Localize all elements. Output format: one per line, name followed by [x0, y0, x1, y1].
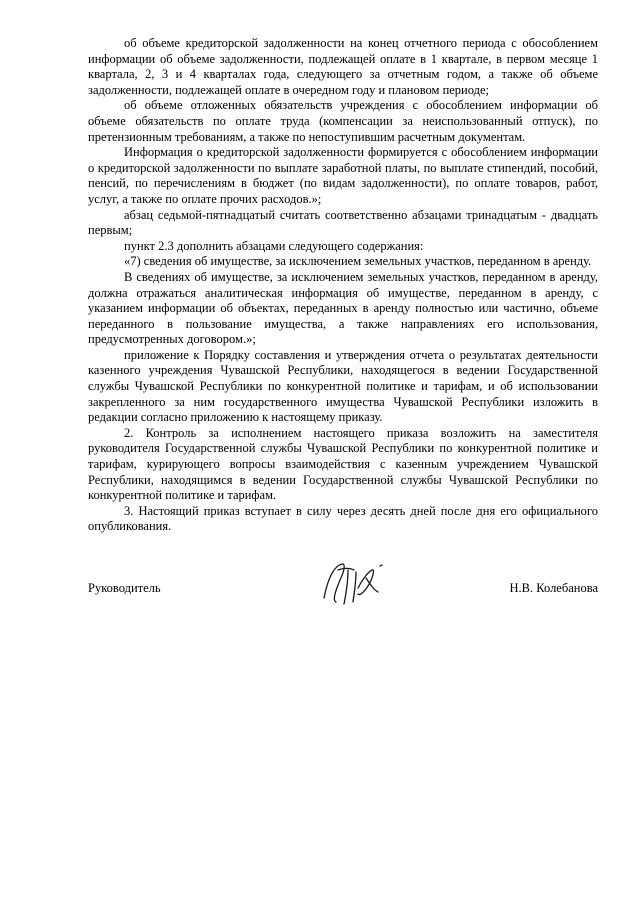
paragraph: пункт 2.3 дополнить абзацами следующего содержания: — [124, 238, 424, 253]
paragraph: «7) сведения об имуществе, за исключением земельных участков, переданном в аренду. — [124, 254, 592, 269]
paragraph: 2. Контроль за исполнением настоящего приказа возложить на заместителя руководителя Государственной службы Чувашской Республики по конкурентной политике и тарифам, курирующего вопросы взаимодействия с казенным учреждением Чувашской Республики, находящимся в ведении Государственной службы Чувашской Республики по конкурентной политике и тарифам. — [88, 425, 598, 503]
paragraph: Информация о кредиторской задолженности формируется с обособлением информации о кредиторской задолженности по выплате заработной платы, по выплате стипендий, пособий, пенсий, по перечислениям в бюджет (по видам задолженности), по оплате товаров, работ, услуг, а также по оплате прочих расходов.»; — [88, 145, 598, 206]
signature-block — [88, 558, 598, 618]
signatory-title: Руководитель — [88, 581, 161, 595]
paragraph: В сведениях об имуществе, за исключением земельных участков, переданном в аренду, должна отражаться аналитическая информация об имуществе, переданном в аренду, с указанием информации об объектах, переданных в аренду полностью или частично, объеме переданного в пользование имущества, а также направлениях его использования, предусмотренных договором.»; — [88, 269, 598, 347]
paragraph: 3. Настоящий приказ вступает в силу через десять дней после дня его официального опубликования. — [88, 503, 598, 534]
handwritten-signature — [320, 558, 390, 610]
paragraph: об объеме кредиторской задолженности на конец отчетного периода с обособлением информации об объеме задолженности, подлежащей оплате в 1 квартале, в первом месяце 1 квартала, 2, 3 и 4 кварталах года, следующего за отчетным годом, а также об объеме задолженности, подлежащей оплате в очередном году и плановом периоде; — [88, 36, 598, 97]
paragraph: абзац седьмой-пятнадцатый считать соответственно абзацами тринадцатым - двадцать первым; — [88, 207, 598, 238]
paragraph: об объеме отложенных обязательств учреждения с обособлением информации об объеме обязательств по оплате труда (компенсации за неиспользованный отпуск), по претензионным требованиям, а также по непоступившим расчетным документам. — [88, 98, 598, 144]
signatory-name: Н.В. Колебанова — [509, 581, 598, 595]
document-body — [88, 36, 598, 535]
paragraph: приложение к Порядку составления и утверждения отчета о результатах деятельности казенного учреждения Чувашской Республики, находящегося в ведении Государственной службы Чувашской Республики по конкурентной политике и тарифам, и об использовании закрепленного за ним государственного имущества Чувашской Республики изложить в редакции согласно приложению к настоящему приказу. — [88, 347, 598, 425]
